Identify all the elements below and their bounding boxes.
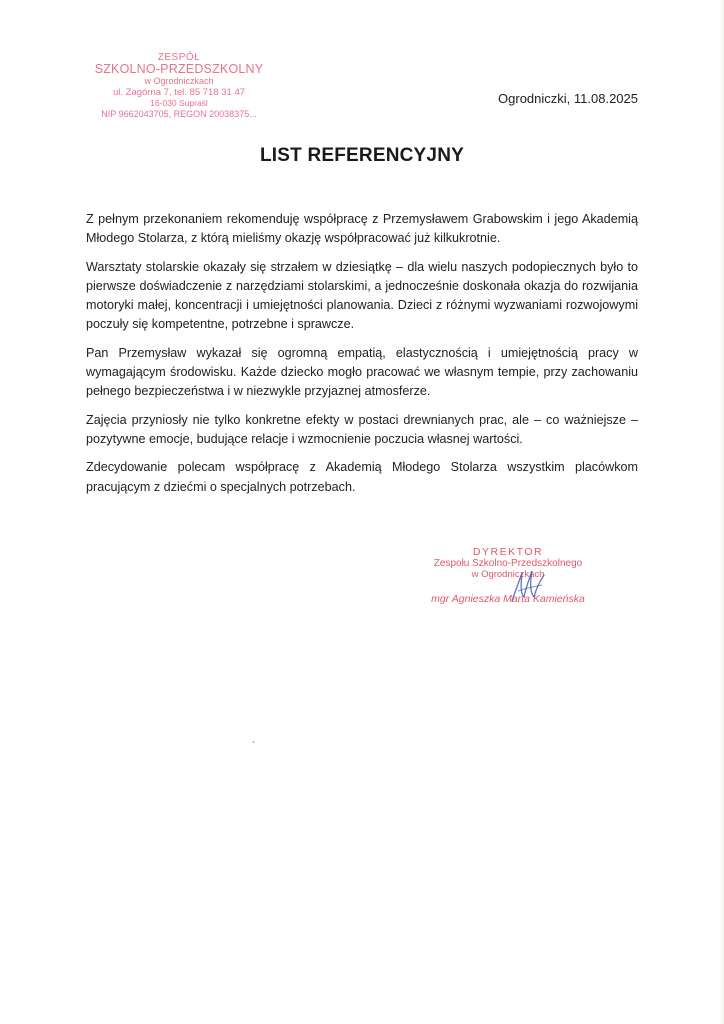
paragraph: Pan Przemysław wykazał się ogromną empatią, elastycznością i umiejętnością pracy w wymagającym środowisku. Każde dziecko mogło pracować we własnym tempie, przy zachowaniu pełnego bezpieczeństwa i w niezwykle przyjaznej atmosferze. [86,345,638,399]
school-stamp-line: SZKOLNO-PRZEDSZKOLNY [94,62,264,76]
paragraph: Zajęcia przyniosły nie tylko konkretne efekty w postaci drewnianych prac, ale – co ważniejsze – pozytywne emocje, budujące relacje i wzmocnienie poczucia własnej wartości. [86,412,638,446]
school-stamp-line: 16-030 Supraśl [150,98,208,108]
school-stamp-line: NIP 9662043705, REGON 20038375... [101,109,257,119]
director-name: mgr Agnieszka Marta Kamieńska [431,593,585,605]
school-stamp [84,52,274,120]
director-institution: Zespołu Szkolno-Przedszkolnego [433,558,583,569]
school-stamp-line: ul. Zagórna 7, tel. 85 718 31 47 [112,87,246,98]
school-stamp-line: w Ogrodniczkach [144,76,214,86]
director-role: DYREKTOR [472,546,544,558]
paragraph: Warsztaty stolarskie okazały się strzałem w dziesiątkę – dla wielu naszych podopiecznych było to pierwsze doświadczenie z narzędziami stolarskimi, a jednocześnie doskonała okazja do rozwijania motoryki małej, koncentracji i umiejętności planowania. Dzieci z różnymi wyzwaniami rozwojowymi poczuły się kompetentne, potrzebne i sprawcze. [86,259,638,332]
document-title: LIST REFERENCYJNY [260,145,464,166]
director-location: w Ogrodniczkach [471,569,545,580]
scan-speck [252,741,255,743]
place-date: Ogrodniczki, 11.08.2025 [498,91,638,106]
paragraph: Z pełnym przekonaniem rekomenduję współpracę z Przemysławem Grabowskim i jego Akademią Młodego Stolarza, z którą mieliśmy okazję współpracować już kilkukrotnie. [86,212,638,246]
school-stamp-line: ZESPÓŁ [157,52,201,63]
signature-icon [508,567,548,607]
paragraph: Zdecydowanie polecam współpracę z Akademią Młodego Stolarza wszystkim placówkom pracującym z dziećmi o specjalnych potrzebach. [86,460,638,494]
letter-body [86,210,638,506]
